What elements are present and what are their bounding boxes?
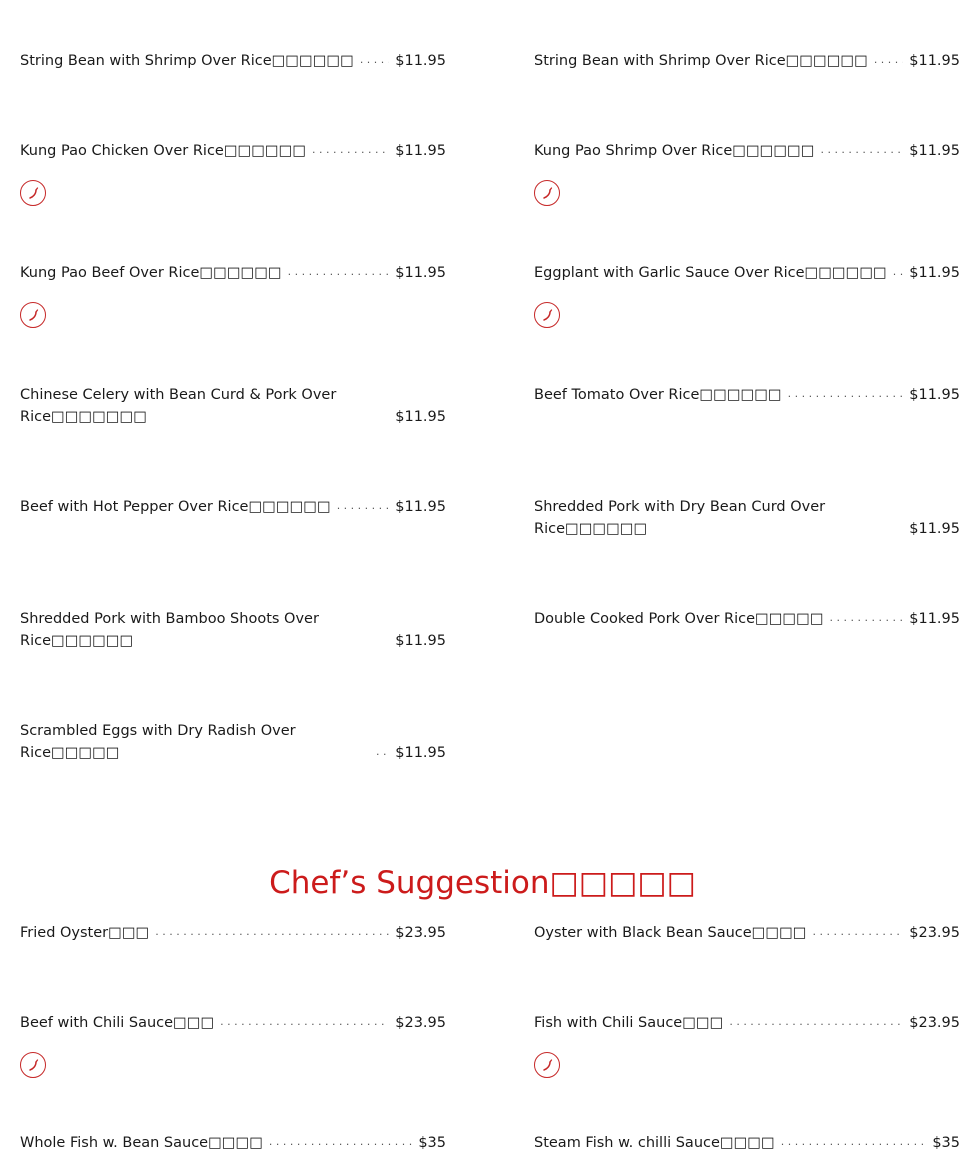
chili-pepper-icon [20, 1052, 46, 1078]
dot-leader [812, 925, 903, 939]
menu-item[interactable] [20, 50, 446, 72]
item-name: Double Cooked Pork Over Rice□□□□□ [534, 611, 824, 627]
chili-pepper-icon [534, 1052, 560, 1078]
menu-item[interactable] [534, 496, 960, 540]
item-price: $11.95 [395, 265, 446, 281]
item-name: Scrambled Eggs with Dry Radish Over Rice□□□□□ [20, 723, 296, 761]
chili-pepper-icon [20, 180, 46, 206]
menu-item[interactable] [534, 922, 960, 944]
dot-leader [337, 499, 390, 513]
item-price: $11.95 [395, 143, 446, 159]
menu-item[interactable] [534, 608, 960, 630]
item-name: Fish with Chili Sauce□□□ [534, 1015, 724, 1031]
item-name: Eggplant with Garlic Sauce Over Rice□□□□□□ [534, 265, 887, 281]
item-name: Kung Pao Beef Over Rice□□□□□□ [20, 265, 282, 281]
item-price: $11.95 [909, 521, 960, 537]
chili-pepper-icon [20, 302, 46, 328]
item-price: $11.95 [909, 143, 960, 159]
menu-item[interactable] [20, 922, 446, 944]
item-price: $11.95 [909, 611, 960, 627]
dot-leader [288, 265, 390, 279]
item-price: $23.95 [909, 1015, 960, 1031]
menu-item[interactable] [534, 50, 960, 72]
dot-leader [874, 53, 903, 67]
menu-item[interactable] [20, 496, 446, 518]
menu-item[interactable] [534, 384, 960, 406]
menu-item[interactable] [534, 1132, 960, 1154]
menu-item[interactable] [534, 1012, 960, 1034]
dot-leader [788, 387, 904, 401]
item-name: Steam Fish w. chilli Sauce□□□□ [534, 1135, 775, 1151]
menu-item[interactable] [20, 1012, 446, 1034]
item-price: $11.95 [395, 633, 446, 649]
item-name: Beef with Hot Pepper Over Rice□□□□□□ [20, 499, 331, 515]
item-name: Whole Fish w. Bean Sauce□□□□ [20, 1135, 263, 1151]
item-price: $11.95 [395, 499, 446, 515]
item-price: $11.95 [909, 53, 960, 69]
item-price: $11.95 [395, 745, 446, 761]
dot-leader [312, 143, 389, 157]
item-price: $35 [418, 1135, 446, 1151]
dot-leader [360, 53, 389, 67]
chili-pepper-icon [534, 302, 560, 328]
item-name: Beef Tomato Over Rice□□□□□□ [534, 387, 782, 403]
menu-item[interactable] [20, 720, 446, 764]
item-name: Shredded Pork with Dry Bean Curd Over Rice□□□□□□ [534, 499, 826, 537]
menu-item[interactable] [20, 140, 446, 162]
item-name: String Bean with Shrimp Over Rice□□□□□□ [20, 53, 354, 69]
item-price: $11.95 [395, 53, 446, 69]
item-name: Fried Oyster□□□ [20, 925, 150, 941]
item-name: Shredded Pork with Bamboo Shoots Over Rice□□□□□□ [20, 611, 319, 649]
dot-leader [830, 611, 904, 625]
item-name: Kung Pao Chicken Over Rice□□□□□□ [20, 143, 307, 159]
dot-leader [220, 1015, 389, 1029]
item-price: $23.95 [395, 1015, 446, 1031]
item-name: Chinese Celery with Bean Curd & Pork Over Rice□□□□□□□ [20, 387, 337, 425]
menu-item[interactable] [534, 262, 960, 284]
item-price: $35 [932, 1135, 960, 1151]
menu-item[interactable] [534, 140, 960, 162]
menu-item[interactable] [20, 384, 446, 428]
dot-leader [376, 745, 389, 759]
chili-pepper-icon [534, 180, 560, 206]
item-name: Oyster with Black Bean Sauce□□□□ [534, 925, 807, 941]
item-name: Kung Pao Shrimp Over Rice□□□□□□ [534, 143, 815, 159]
item-price: $11.95 [909, 387, 960, 403]
dot-leader [781, 1135, 927, 1149]
dot-leader [729, 1015, 903, 1029]
menu-item[interactable] [20, 608, 446, 652]
item-price: $11.95 [395, 409, 446, 425]
item-price: $11.95 [909, 265, 960, 281]
dot-leader [820, 143, 903, 157]
menu-item[interactable] [20, 1132, 446, 1154]
item-price: $23.95 [395, 925, 446, 941]
section-title: Chef’s Suggestion□□□□□ [269, 865, 696, 901]
menu-item[interactable] [20, 262, 446, 284]
item-name: Beef with Chili Sauce□□□ [20, 1015, 215, 1031]
dot-leader [893, 265, 904, 279]
item-name: String Bean with Shrimp Over Rice□□□□□□ [534, 53, 868, 69]
dot-leader [155, 925, 389, 939]
item-price: $23.95 [909, 925, 960, 941]
dot-leader [269, 1135, 412, 1149]
